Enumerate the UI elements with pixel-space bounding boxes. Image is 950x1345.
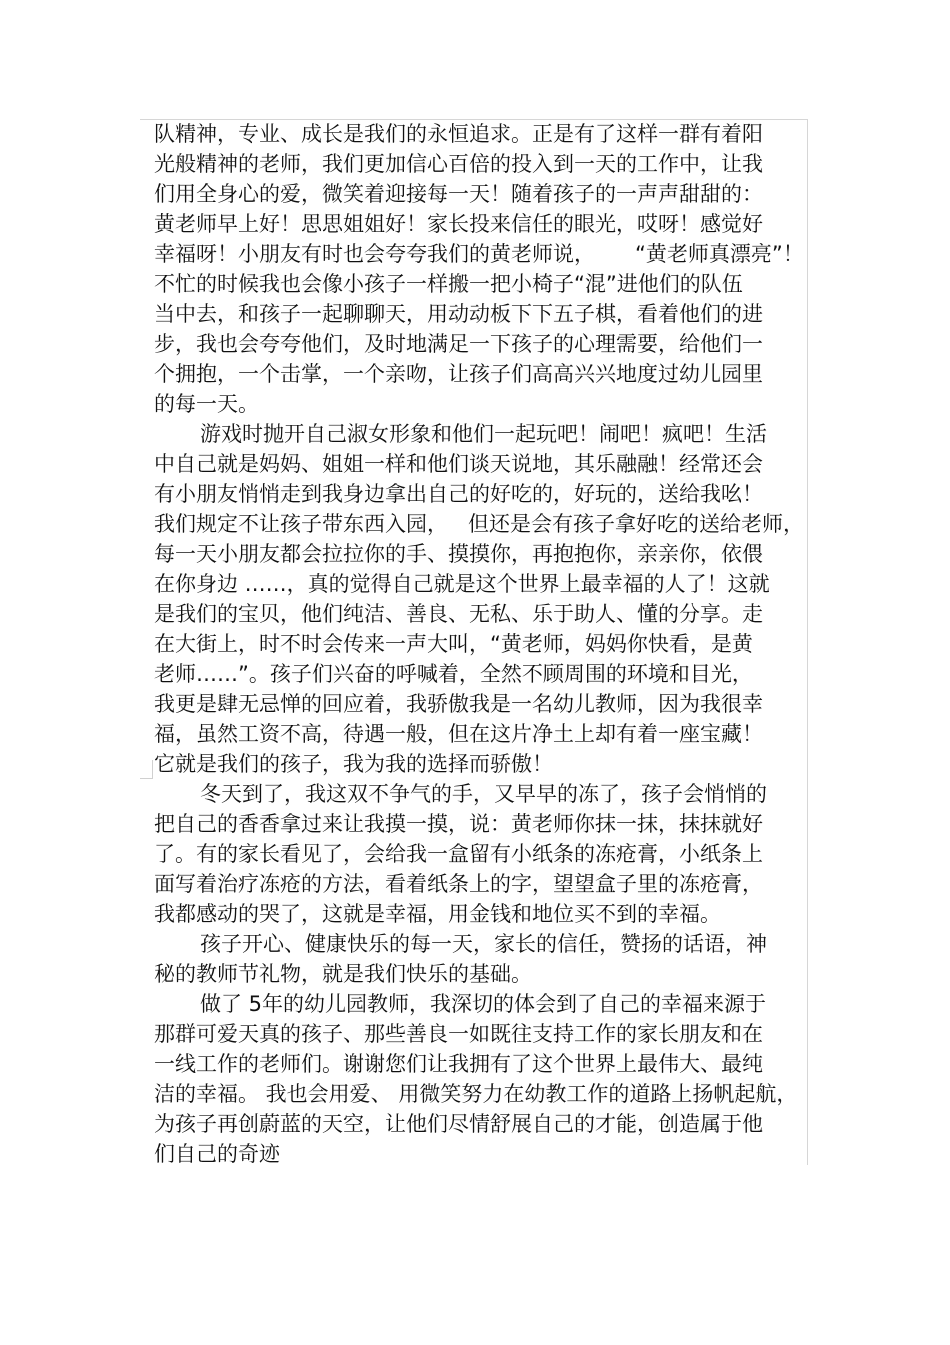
text-line: 游戏时抛开自己淑女形象和他们一起玩吧！闹吧！疯吧！生活: [200, 422, 767, 446]
text-line: 它就是我们的孩子，我为我的选择而骄傲！: [154, 752, 553, 776]
text-line: 洁的幸福。 我也会用爱、 用微笑努力在幼教工作的道路上扬帆起航，: [154, 1082, 798, 1106]
text-line: 步，我也会夸夸他们，及时地满足一下孩子的心理需要，给他们一: [154, 332, 763, 356]
text-line: 们自己的奇迹: [154, 1142, 280, 1166]
text-line: 秘的教师节礼物，就是我们快乐的基础。: [154, 962, 532, 986]
text-line: 了。有的家长看见了，会给我一盒留有小纸条的冻疮膏，小纸条上: [154, 842, 763, 866]
text-line: 幸福呀！小朋友有时也会夸夸我们的黄老师说， “黄老师真漂亮”！: [154, 242, 804, 266]
text-line: 在你身边 ……，真的觉得自己就是这个世界上最幸福的人了！这就: [154, 572, 770, 596]
text-line: 中自己就是妈妈、姐姐一样和他们谈天说地，其乐融融！经常还会: [154, 452, 763, 476]
text-line: 当中去，和孩子一起聊聊天，用动动板下下五子棋，看着他们的进: [154, 302, 763, 326]
text-line: 黄老师早上好！思思姐姐好！家长投来信任的眼光，哎呀！感觉好: [154, 212, 763, 236]
text-line: 一线工作的老师们。谢谢您们让我拥有了这个世界上最伟大、最纯: [154, 1052, 763, 1076]
text-line: 我们规定不让孩子带东西入园， 但还是会有孩子拿好吃的送给老师，: [154, 512, 805, 536]
text-line: 个拥抱，一个击掌，一个亲吻，让孩子们高高兴兴地度过幼儿园里: [154, 362, 763, 386]
text-line: 那群可爱天真的孩子、那些善良一如既往支持工作的家长朋友和在: [154, 1022, 763, 1046]
text-line: 我都感动的哭了，这就是幸福，用金钱和地位买不到的幸福。: [154, 902, 721, 926]
text-line: 们用全身心的爱，微笑着迎接每一天！随着孩子的一声声甜甜的：: [154, 182, 763, 206]
text-line: 每一天小朋友都会拉拉你的手、摸摸你，再抱抱你，亲亲你，依偎: [154, 542, 763, 566]
text-line: 的每一天。: [154, 392, 259, 416]
text-line: 做了 5年的幼儿园教师，我深切的体会到了自己的幸福来源于: [200, 992, 767, 1016]
text-line: 老师……”。孩子们兴奋的呼喊着，全然不顾周围的环境和目光，: [154, 662, 753, 686]
text-line: 光般精神的老师，我们更加信心百倍的投入到一天的工作中，让我: [154, 152, 763, 176]
text-line: 福，虽然工资不高，待遇一般，但在这片净土上却有着一座宝藏！: [154, 722, 763, 746]
text-line: 有小朋友悄悄走到我身边拿出自己的好吃的，好玩的，送给我吆！: [154, 482, 763, 506]
document-body: [154, 119, 804, 1169]
text-line: 队精神，专业、成长是我们的永恒追求。正是有了这样一群有着阳: [154, 122, 763, 146]
text-line: 孩子开心、健康快乐的每一天，家长的信任，赞扬的话语，神: [200, 932, 767, 956]
text-line: 面写着治疗冻疮的方法，看着纸条上的字，望望盒子里的冻疮膏，: [154, 872, 763, 896]
text-line: 不忙的时候我也会像小孩子一样搬一把小椅子“混”进他们的队伍: [154, 272, 743, 296]
text-line: 冬天到了，我这双不争气的手，又早早的冻了，孩子会悄悄的: [200, 782, 767, 806]
text-line: 在大街上，时不时会传来一声大叫，“黄老师，妈妈你快看，是黄: [154, 632, 753, 656]
text-line: 是我们的宝贝，他们纯洁、善良、无私、乐于助人、懂的分享。走: [154, 602, 763, 626]
text-line: 为孩子再创蔚蓝的天空，让他们尽情舒展自己的才能，创造属于他: [154, 1112, 763, 1136]
text-line: 把自己的香香拿过来让我摸一摸，说：黄老师你抹一抹，抹抹就好: [154, 812, 763, 836]
page-margin-mark: [140, 760, 153, 779]
text-line: 我更是肆无忌惮的回应着，我骄傲我是一名幼儿教师，因为我很幸: [154, 692, 763, 716]
